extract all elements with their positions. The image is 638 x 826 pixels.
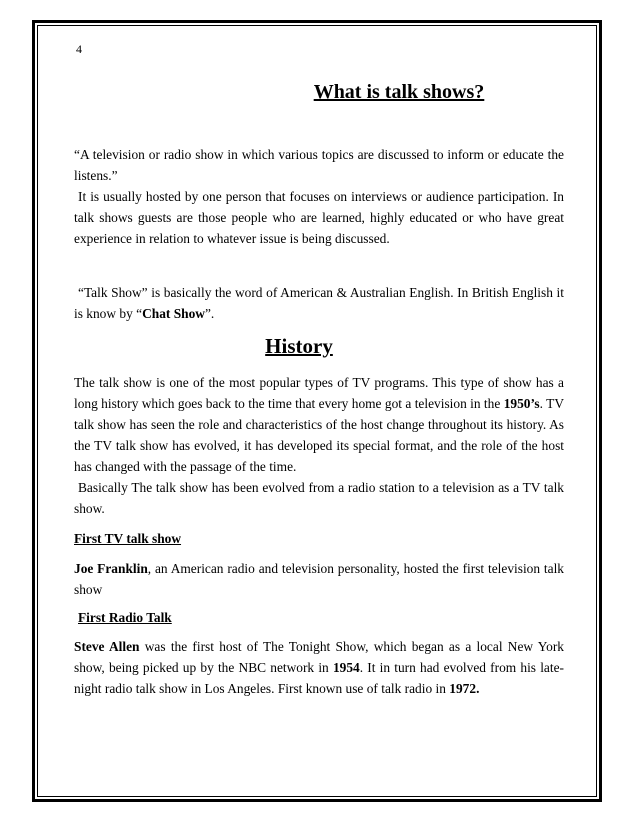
first-tv-talk-show-heading: First TV talk show: [74, 531, 182, 546]
definition-paragraph: “A television or radio show in which various topics are discussed to inform or educate the listens.”: [74, 147, 564, 183]
intro-paragraph: It is usually hosted by one person that focuses on interviews or audience participation. In talk shows guests are those people who are learned, highly educated or who have great experience in relation to whatever issue is being discussed.: [74, 189, 564, 246]
first-radio-talk-heading: First Radio Talk: [78, 610, 172, 625]
history-paragraph: The talk show is one of the most popular types of TV programs. This type of show has a long history which goes back to the time that every home got a television in the 1950’s. TV talk show has seen the role and characteristics of the host change throughout its history. As the TV talk show has evolved, it has developed its special format, and the role of the host has changed with the passage of the time.: [74, 375, 564, 474]
joe-franklin: Joe Franklin: [74, 561, 148, 576]
decade-1950s: 1950’s: [503, 396, 540, 411]
page-title: What is talk shows?: [313, 81, 485, 103]
page-number: 4: [76, 42, 82, 56]
first-tv-paragraph: Joe Franklin, an American radio and television personality, hosted the first television talk show: [74, 561, 564, 597]
chat-show-term: Chat Show: [142, 306, 205, 321]
evolution-paragraph: Basically The talk show has been evolved from a radio station to a television as a TV talk show.: [74, 480, 564, 516]
steve-allen: Steve Allen: [74, 639, 140, 654]
first-radio-paragraph: Steve Allen was the first host of The Tonight Show, which began as a local New York show, being picked up by the NBC network in 1954. It in turn had evolved from his late-night radio talk show in Los Angeles. First known use of talk radio in 1972.: [74, 639, 564, 696]
talk-show-term-paragraph: “Talk Show” is basically the word of American & Australian English. In British English it is know by “Chat Show”.: [74, 285, 564, 321]
history-heading: History: [265, 334, 333, 358]
